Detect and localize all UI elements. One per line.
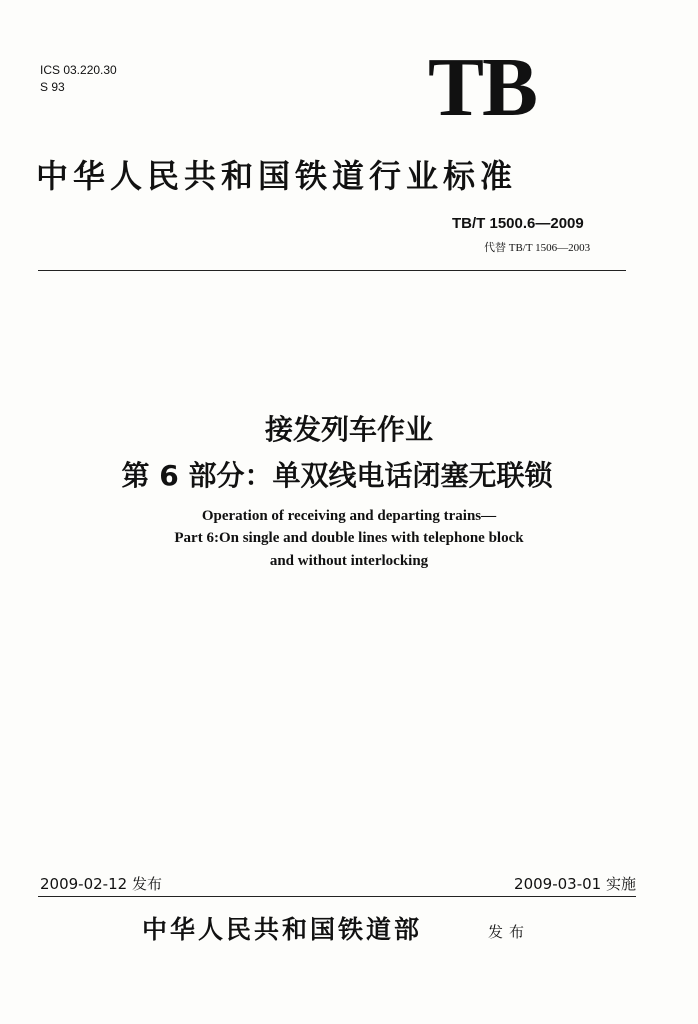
ics-code: ICS 03.220.30 bbox=[40, 63, 117, 77]
header-divider bbox=[38, 270, 626, 271]
tb-logo: TB bbox=[428, 41, 537, 134]
ics-code-block bbox=[40, 62, 117, 96]
standard-number: TB/T 1500.6—2009 bbox=[452, 215, 584, 232]
issue-date: 2009-02-12 发布 bbox=[40, 875, 162, 893]
title-cn-line1: 接发列车作业 bbox=[264, 413, 433, 446]
effective-date: 2009-03-01 实施 bbox=[514, 875, 636, 893]
title-en-line3: and without interlocking bbox=[269, 553, 429, 569]
title-en-line1: Operation of receiving and departing trains— bbox=[201, 508, 497, 524]
replaces-standard: 代替 TB/T 1506—2003 bbox=[484, 242, 591, 254]
publisher-name: 中华人民共和国铁道部 bbox=[142, 915, 423, 944]
organization-title: 中华人民共和国铁道行业标准 bbox=[36, 157, 518, 195]
publish-label: 发布 bbox=[488, 923, 531, 941]
footer-divider bbox=[38, 896, 636, 897]
title-en-line2: Part 6:On single and double lines with telephone block bbox=[174, 530, 524, 546]
classification-code: S 93 bbox=[40, 80, 65, 94]
title-cn-line2: 第 6 部分：单双线电话闭塞无联锁 bbox=[121, 459, 553, 492]
